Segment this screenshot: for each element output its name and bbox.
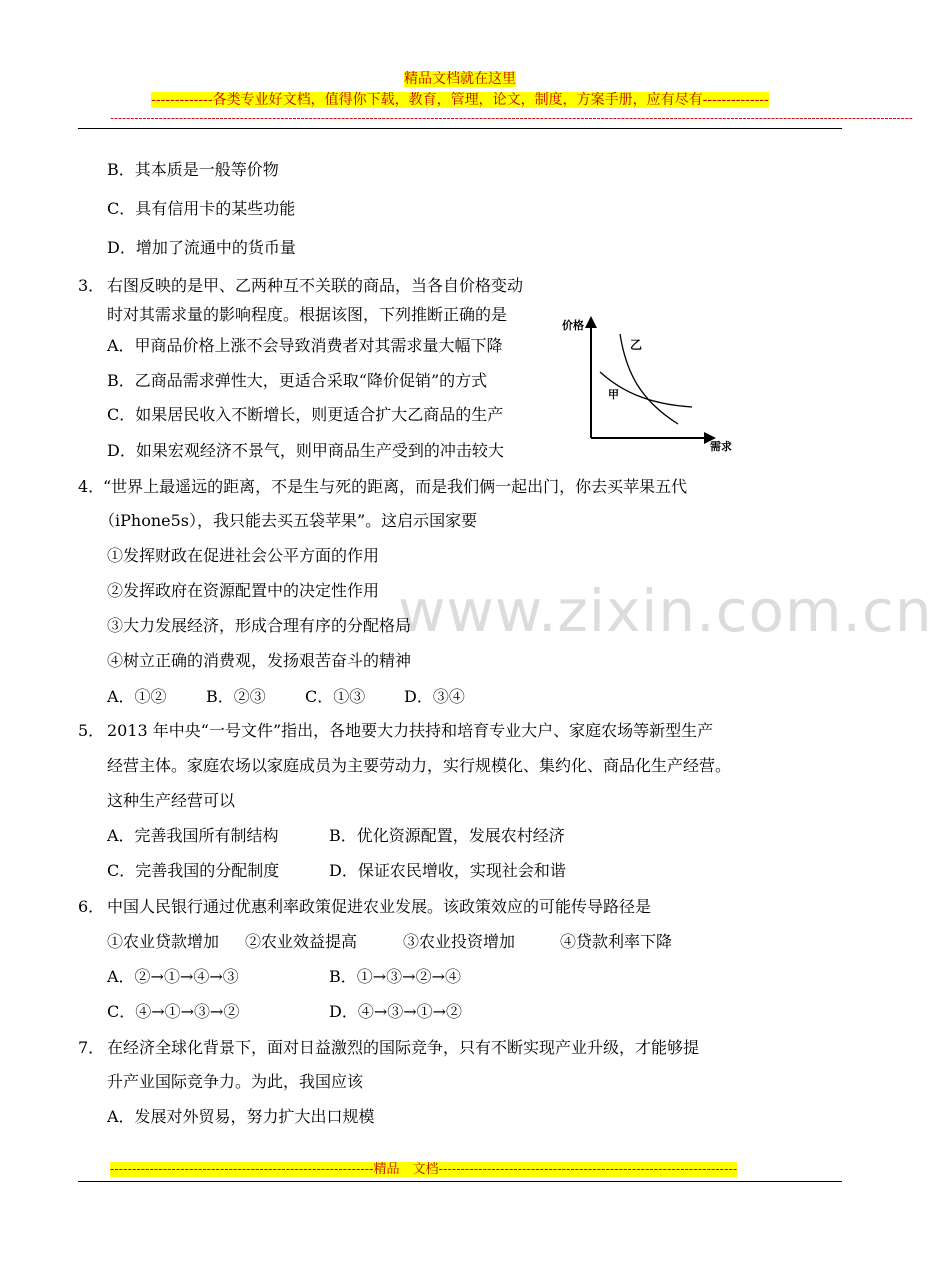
q6-item-2: ②农业效益提高 xyxy=(245,932,358,951)
demand-curve-diagram xyxy=(560,312,740,462)
q5-option-c: C．完善我国的分配制度 xyxy=(107,861,280,880)
q4-statement-3: ③大力发展经济，形成合理有序的分配格局 xyxy=(107,616,412,635)
q3-option-d: D．如果宏观经济不景气，则甲商品生产受到的冲击较大 xyxy=(107,441,504,460)
q7-stem-line1: 在经济全球化背景下，面对日益激烈的国际竞争，只有不断实现产业升级，才能够提 xyxy=(107,1038,700,1057)
q5-option-d: D．保证农民增收，实现社会和谐 xyxy=(329,861,566,880)
q7-option-a: A．发展对外贸易，努力扩大出口规模 xyxy=(107,1107,375,1126)
q4-stem-line2: （iPhone5s），我只能去买五袋苹果”。这启示国家要 xyxy=(99,511,478,530)
q3-stem-line2: 时对其需求量的影响程度。根据该图，下列推断正确的是 xyxy=(107,305,508,324)
q6-item-4: ④贷款利率下降 xyxy=(560,932,673,951)
q2-option-b: B．其本质是一般等价物 xyxy=(107,160,279,179)
q6-option-d: D．④→③→①→② xyxy=(329,1002,463,1021)
curve-jia-label: 甲 xyxy=(608,388,619,401)
q5-option-a: A．完善我国所有制结构 xyxy=(107,826,279,845)
q6-option-c: C．④→①→③→② xyxy=(107,1002,240,1021)
header-rule xyxy=(78,128,842,129)
q6-item-1: ①农业贷款增加 xyxy=(107,932,220,951)
q7-number: 7． xyxy=(78,1038,105,1057)
q4-statement-1: ①发挥财政在促进社会公平方面的作用 xyxy=(107,546,380,565)
q2-option-c: C．具有信用卡的某些功能 xyxy=(107,199,296,218)
q4-option-d: D．③④ xyxy=(404,687,465,706)
header-title: 精品文档就在这里 xyxy=(404,71,516,87)
q4-option-c: C．①③ xyxy=(305,687,366,706)
q6-option-a: A．②→①→④→③ xyxy=(107,967,239,986)
q5-stem-line3: 这种生产经营可以 xyxy=(107,791,236,810)
footer-banner: ------------------------------------------------------------精品 文档-------------------------------------------------------------------- xyxy=(110,1162,738,1177)
x-axis-label: 需求 xyxy=(710,440,732,453)
q4-number: 4． xyxy=(78,477,105,496)
y-axis-label: 价格 xyxy=(562,319,584,332)
curve-yi-label: 乙 xyxy=(630,338,643,352)
q4-statement-4: ④树立正确的消费观，发扬艰苦奋斗的精神 xyxy=(107,651,412,670)
q6-option-b: B．①→③→②→④ xyxy=(329,967,461,986)
q5-stem-line1: 2013 年中央“一号文件”指出，各地要大力扶持和培育专业大户、家庭农场等新型生产 xyxy=(107,721,714,740)
footer-rule xyxy=(78,1181,842,1182)
q6-item-3: ③农业投资增加 xyxy=(403,932,516,951)
q6-stem: 中国人民银行通过优惠利率政策促进农业发展。该政策效应的可能传导路径是 xyxy=(107,897,652,916)
q3-number: 3． xyxy=(78,276,105,295)
q3-option-a: A．甲商品价格上涨不会导致消费者对其需求量大幅下降 xyxy=(107,336,503,355)
q4-option-a: A．①② xyxy=(107,687,167,706)
watermark: www.zixin.com.cn xyxy=(398,577,933,645)
q3-option-b: B．乙商品需求弹性大，更适合采取“降价促销”的方式 xyxy=(107,371,488,390)
q5-number: 5． xyxy=(78,721,105,740)
q3-stem-line1: 右图反映的是甲、乙两种互不关联的商品，当各自价格变动 xyxy=(107,276,524,295)
header-tagline: -------------各类专业好文档，值得你下载，教育，管理，论文，制度，方案手册，应有尽有-------------- xyxy=(151,92,769,108)
q4-stem-line1: “世界上最遥远的距离，不是生与死的距离，而是我们俩一起出门，你去买苹果五代 xyxy=(103,477,688,496)
q4-statement-2: ②发挥政府在资源配置中的决定性作用 xyxy=(107,581,380,600)
q7-stem-line2: 升产业国际竞争力。为此，我国应该 xyxy=(107,1072,364,1091)
q6-number: 6． xyxy=(78,897,105,916)
q3-option-c: C．如果居民收入不断增长，则更适合扩大乙商品的生产 xyxy=(107,405,504,424)
q5-stem-line2: 经营主体。家庭农场以家庭成员为主要劳动力，实行规模化、集约化、商品化生产经营。 xyxy=(107,756,732,775)
header-dashes: ------------------------------------------------------------------------------------------------------------------------------------------------------------------------------------------------------ xyxy=(110,111,913,125)
q5-option-b: B．优化资源配置，发展农村经济 xyxy=(329,826,565,845)
q2-option-d: D．增加了流通中的货币量 xyxy=(107,238,296,257)
curve-yi xyxy=(620,334,678,424)
q4-option-b: B．②③ xyxy=(206,687,266,706)
